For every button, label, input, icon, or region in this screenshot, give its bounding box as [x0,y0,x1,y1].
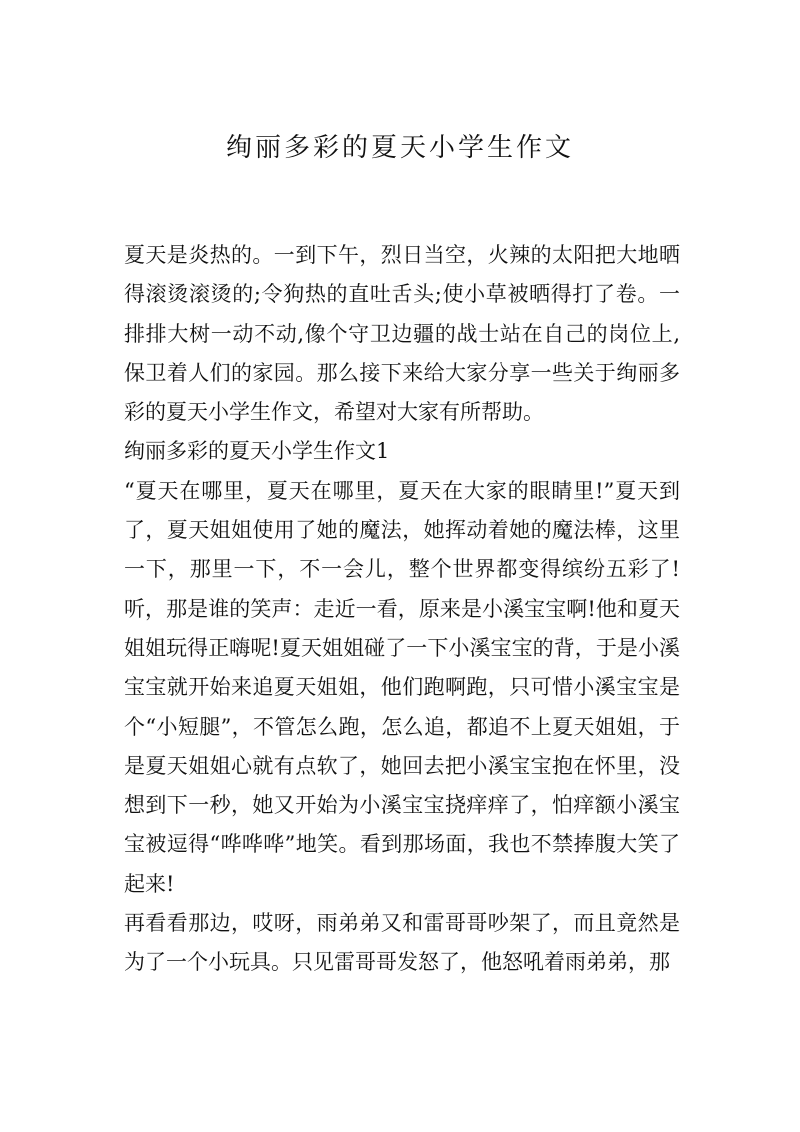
intro-paragraph: 夏天是炎热的。一到下午，烈日当空，火辣的太阳把大地晒得滚烫滚烫的;令狗热的直吐舌头;使小草被晒得打了卷。一排排大树一动不动,像个守卫边疆的战士站在自己的岗位上,保卫着人们的家园。那么接下来给大家分享一些关于绚丽多彩的夏天小学生作文，希望对大家有所帮助。 [124,243,680,425]
body-paragraph: 再看看那边，哎呀，雨弟弟又和雷哥哥吵架了，而且竟然是为了一个小玩具。只见雷哥哥发怒了，他怒吼着雨弟弟，那 [124,911,680,975]
section-heading: 绚丽多彩的夏天小学生作文1 [124,439,390,464]
body-paragraph: “夏天在哪里，夏天在哪里，夏天在大家的眼睛里!”夏天到了，夏天姐姐使用了她的魔法，她挥动着她的魔法棒，这里一下，那里一下，不一会儿，整个世界都变得缤纷五彩了!听，那是谁的笑声：走近一看，原来是小溪宝宝啊!他和夏天姐姐玩得正嗨呢!夏天姐姐碰了一下小溪宝宝的背，于是小溪宝宝就开始来追夏天姐姐，他们跑啊跑，只可惜小溪宝宝是个“小短腿”，不管怎么跑，怎么追，都追不上夏天姐姐，于是夏天姐姐心就有点软了，她回去把小溪宝宝抱在怀里，没想到下一秒，她又开始为小溪宝宝挠痒痒了，怕痒额小溪宝宝被逗得“哗哗哗”地笑。看到那场面，我也不禁捧腹大笑了起来! [124,478,680,896]
document-title: 绚丽多彩的夏天小学生作文 [225,133,574,163]
document-body [124,236,680,983]
